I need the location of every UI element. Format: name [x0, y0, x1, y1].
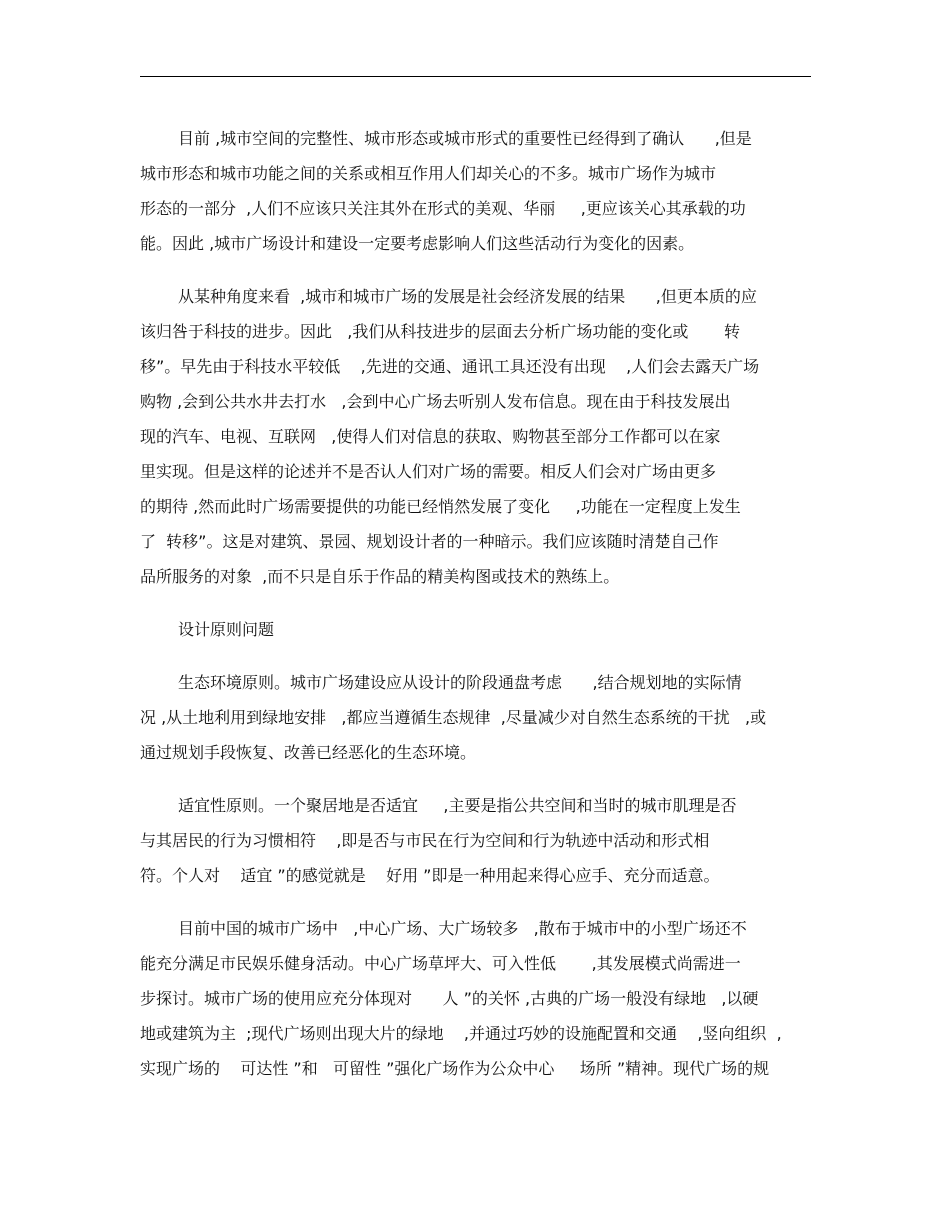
header-rule — [140, 76, 811, 77]
text-line: 能充分满足市民娱乐健身活动。中心广场草坪大、可入性低 ,其发展模式尚需进一 — [140, 954, 741, 973]
text-line: 步探讨。城市广场的使用应充分体现对 人 ”的关怀 ,古典的广场一般没有绿地 ,以硬 — [140, 989, 759, 1008]
text-line: 况 ,从土地利用到绿地安排 ,都应当遵循生态规律 ,尽量减少对自然生态系统的干扰 ,或 — [140, 708, 767, 727]
text-line: 了 转移”。这是对建筑、景园、规划设计者的一种暗示。我们应该随时清楚自己作 — [140, 532, 719, 551]
text-line: 品所服务的对象 ,而不只是自乐于作品的精美构图或技术的熟练上。 — [140, 567, 620, 586]
paragraph — [140, 279, 830, 594]
paragraph — [140, 121, 830, 261]
paragraph — [140, 612, 830, 647]
text-line: 设计原则问题 — [178, 620, 275, 639]
document-body — [140, 121, 830, 1104]
text-line: 目前 ,城市空间的完整性、城市形态或城市形式的重要性已经得到了确认 ,但是 — [178, 129, 752, 148]
text-line: 现的汽车、电视、互联网 ,使得人们对信息的获取、购物甚至部分工作都可以在家 — [140, 427, 721, 446]
text-line: 生态环境原则。城市广场建设应从设计的阶段通盘考虑 ,结合规划地的实际情 — [178, 673, 742, 692]
text-line: 符。个人对 适宜 ”的感觉就是 好用 ”即是一种用起来得心应手、充分而适意。 — [140, 866, 720, 885]
paragraph — [140, 665, 830, 770]
text-line: 实现广场的 可达性 ”和 可留性 ”强化广场作为公众中心 场所 ”精神。现代广场的规 — [140, 1059, 770, 1078]
text-line: 通过规划手段恢复、改善已经恶化的生态环境。 — [140, 743, 477, 762]
text-line: 从某种角度来看 ,城市和城市广场的发展是社会经济发展的结果 ,但更本质的应 — [178, 287, 757, 306]
text-line: 的期待 ,然而此时广场需要提供的功能已经悄然发展了变化 ,功能在一定程度上发生 — [140, 497, 741, 516]
paragraph — [140, 911, 830, 1086]
text-line: 购物 ,会到公共水井去打水 ,会到中心广场去听别人发布信息。现在由于科技发展出 — [140, 392, 731, 411]
text-line: 该归咎于科技的进步。因此 ,我们从科技进步的层面去分析广场功能的变化或 转 — [140, 322, 740, 341]
text-line: 里实现。但是这样的论述并不是否认人们对广场的需要。相反人们会对广场由更多 — [140, 462, 717, 481]
text-line: 地或建筑为主 ;现代广场则出现大片的绿地 ,并通过巧妙的设施配置和交通 ,竖向组织 , — [140, 1024, 782, 1043]
text-line: 与其居民的行为习惯相符 ,即是否与市民在行为空间和行为轨迹中活动和形式相 — [140, 831, 710, 850]
paragraph — [140, 788, 830, 893]
text-line: 移”。早先由于科技水平较低 ,先进的交通、通讯工具还没有出现 ,人们会去露天广场 — [140, 357, 760, 376]
text-line: 城市形态和城市功能之间的关系或相互作用人们却关心的不多。城市广场作为城市 — [140, 164, 717, 183]
text-line: 能。因此 ,城市广场设计和建设一定要考虑影响人们这些活动行为变化的因素。 — [140, 234, 695, 253]
text-line: 形态的一部分 ,人们不应该只关注其外在形式的美观、华丽 ,更应该关心其承载的功 — [140, 199, 746, 218]
text-line: 目前中国的城市广场中 ,中心广场、大广场较多 ,散布于城市中的小型广场还不 — [178, 919, 747, 938]
text-line: 适宜性原则。一个聚居地是否适宜 ,主要是指公共空间和当时的城市肌理是否 — [178, 796, 737, 815]
